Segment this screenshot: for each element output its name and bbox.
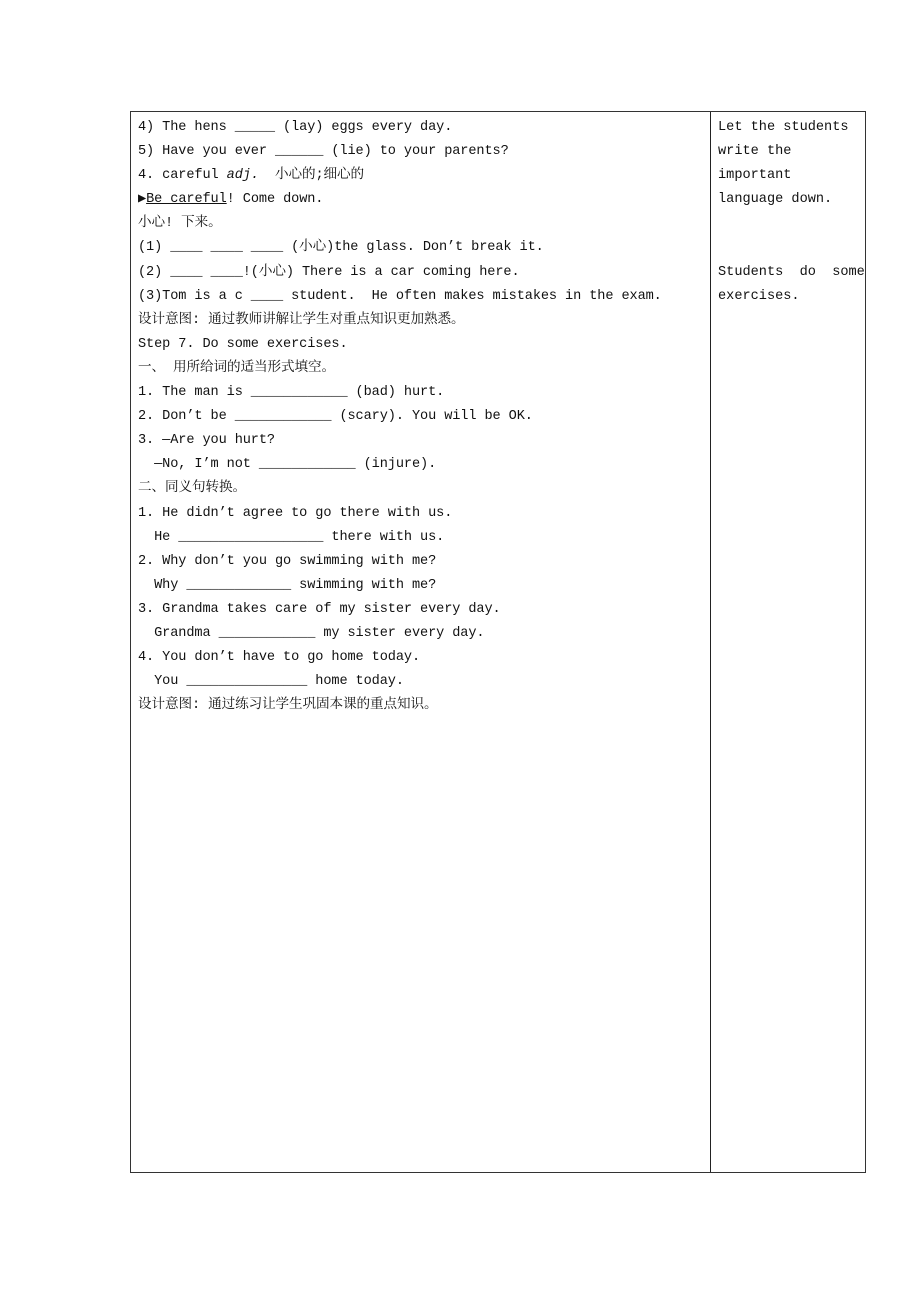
underlined-phrase: Be careful xyxy=(146,192,227,208)
teaching-content-column xyxy=(138,116,703,718)
lesson-plan-table xyxy=(130,111,866,1173)
exercise-line: 1. The man is ____________ (bad) hurt. xyxy=(138,385,445,401)
student-activity-column xyxy=(718,116,865,309)
example-sentence xyxy=(138,188,703,212)
exercise-line: 3. —Are you hurt? xyxy=(138,433,275,449)
exercise-line: (2) ____ ____!(小心) There is a car coming here. xyxy=(138,264,520,280)
spacer xyxy=(718,212,860,236)
part-of-speech: adj. xyxy=(226,168,259,184)
activity-text: important xyxy=(718,168,792,184)
step-heading: Step 7. Do some exercises. xyxy=(138,336,348,352)
vocab-meaning: 小心的;细心的 xyxy=(258,168,365,184)
exercise-line: 2. Don’t be ____________ (scary). You will be OK. xyxy=(138,409,533,425)
design-intent: 设计意图: 通过练习让学生巩固本课的重点知识。 xyxy=(138,698,438,714)
activity-text: exercises. xyxy=(718,288,800,304)
section-heading: 二、同义句转换。 xyxy=(138,481,246,497)
exercise-line: (1) ____ ____ ____ (小心)the glass. Don’t break it. xyxy=(138,240,544,256)
example-rest: ! Come down. xyxy=(226,192,324,208)
exercise-line: 4) The hens _____ (lay) eggs every day. xyxy=(138,120,453,135)
exercise-line: 3. Grandma takes care of my sister every day. xyxy=(138,601,501,617)
exercise-line: You _______________ home today. xyxy=(138,674,404,690)
design-intent: 设计意图: 通过教师讲解让学生对重点知识更加熟悉。 xyxy=(138,312,465,328)
exercise-line: 1. He didn’t agree to go there with us. xyxy=(138,505,453,521)
exercise-line: Why _____________ swimming with me? xyxy=(138,577,437,593)
exercise-line: —No, I’m not ____________ (injure). xyxy=(138,457,437,473)
exercise-line: 2. Why don’t you go swimming with me? xyxy=(138,553,437,569)
vocab-entry-careful xyxy=(138,164,703,188)
vocab-word: 4. careful xyxy=(138,168,227,184)
exercise-line: 5) Have you ever ______ (lie) to your parents? xyxy=(138,144,509,160)
exercise-line: 4. You don’t have to go home today. xyxy=(138,650,421,666)
section-heading: 一、 用所给词的适当形式填空。 xyxy=(138,360,335,376)
example-translation: 小心! 下来。 xyxy=(138,216,222,232)
activity-text: write the xyxy=(718,144,792,160)
activity-text: Students do some xyxy=(718,264,865,280)
spacer xyxy=(718,236,860,260)
triangle-bullet-icon: ▶ xyxy=(138,192,147,208)
activity-text: Let the students xyxy=(718,120,849,135)
exercise-line: He __________________ there with us. xyxy=(138,529,445,545)
activity-text: language down. xyxy=(718,192,833,208)
column-divider xyxy=(710,112,711,1172)
exercise-line: (3)Tom is a c ____ student. He often makes mistakes in the exam. xyxy=(138,288,662,304)
exercise-line: Grandma ____________ my sister every day. xyxy=(138,625,485,641)
